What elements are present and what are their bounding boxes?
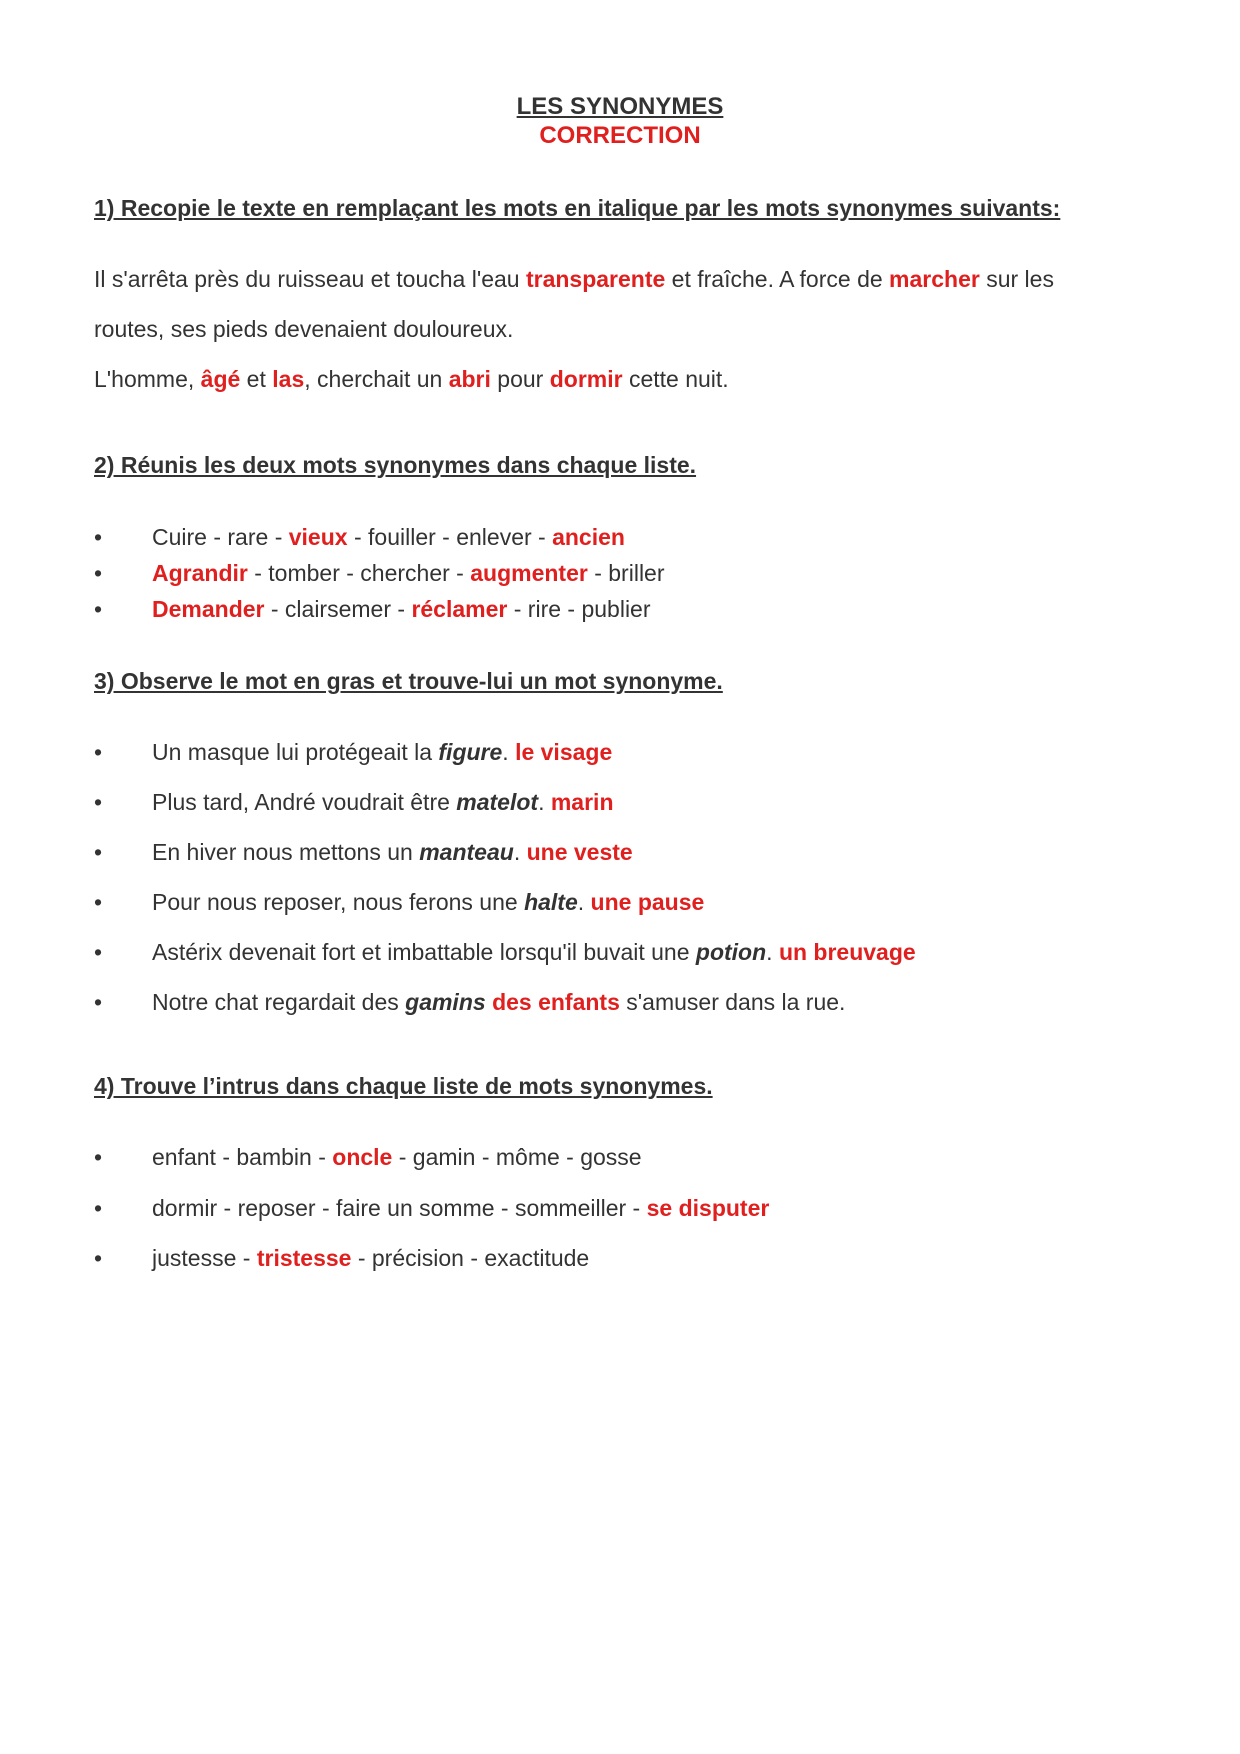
answer-word: un breuvage bbox=[778, 939, 916, 965]
answer-word: âgé bbox=[200, 366, 241, 392]
text-segment: Un masque lui protégeait la bbox=[152, 739, 439, 765]
answer-word: Agrandir bbox=[152, 560, 248, 586]
text-segment: cette nuit. bbox=[622, 366, 729, 392]
bold-word: figure bbox=[438, 739, 503, 765]
list-item bbox=[94, 939, 916, 966]
section1-line2: routes, ses pieds devenaient douloureux. bbox=[94, 316, 514, 342]
section3-heading: 3) Observe le mot en gras et trouve-lui un mot synonyme. bbox=[94, 668, 723, 694]
bullet-icon: • bbox=[94, 1245, 103, 1271]
answer-word: une pause bbox=[590, 889, 705, 915]
bold-word: manteau bbox=[419, 839, 514, 865]
answer-word: ancien bbox=[552, 524, 625, 550]
bullet-icon: • bbox=[94, 524, 103, 550]
text-segment: - gamin - môme - gosse bbox=[392, 1144, 642, 1170]
section1-heading: 1) Recopie le texte en remplaçant les mots en italique par les mots synonymes suivants: bbox=[94, 195, 1061, 221]
text-segment: et bbox=[240, 366, 273, 392]
page-title: LES SYNONYMES bbox=[516, 93, 724, 120]
list-item bbox=[94, 839, 633, 866]
text-segment: - précision - exactitude bbox=[351, 1245, 590, 1271]
text-segment: - clairsemer - bbox=[264, 596, 412, 622]
text-segment: , cherchait un bbox=[304, 366, 449, 392]
answer-word: se disputer bbox=[646, 1195, 770, 1221]
bold-word: potion bbox=[695, 939, 767, 965]
answer-word: abri bbox=[448, 366, 491, 392]
bullet-icon: • bbox=[94, 560, 103, 586]
text-segment: . bbox=[766, 939, 779, 965]
bullet-icon: • bbox=[94, 1195, 103, 1221]
text-segment: sur les bbox=[979, 266, 1054, 292]
list-item bbox=[94, 1195, 769, 1222]
answer-word: marcher bbox=[889, 266, 980, 292]
bullet-icon: • bbox=[94, 889, 103, 915]
page-subtitle: CORRECTION bbox=[539, 122, 701, 149]
section4-heading: 4) Trouve l’intrus dans chaque liste de mots synonymes. bbox=[94, 1073, 713, 1099]
text-segment: Plus tard, André voudrait être bbox=[152, 789, 457, 815]
bold-word: matelot bbox=[456, 789, 539, 815]
text-segment: pour bbox=[490, 366, 550, 392]
list-item bbox=[94, 789, 614, 816]
answer-word: le visage bbox=[515, 739, 613, 765]
text-segment: . bbox=[513, 839, 527, 865]
bullet-icon: • bbox=[94, 1144, 103, 1170]
text-segment: - fouiller - enlever - bbox=[347, 524, 553, 550]
list-item bbox=[94, 989, 845, 1016]
text-segment: Astérix devenait fort et imbattable lorsqu'il buvait une bbox=[152, 939, 696, 965]
answer-word: las bbox=[272, 366, 305, 392]
section1-line3 bbox=[94, 366, 729, 393]
text-segment: s'amuser dans la rue. bbox=[619, 989, 846, 1015]
list-item bbox=[94, 739, 612, 766]
text-segment: En hiver nous mettons un bbox=[152, 839, 420, 865]
text-segment: dormir - reposer - faire un somme - sommeiller - bbox=[152, 1195, 647, 1221]
answer-word: augmenter bbox=[470, 560, 588, 586]
answer-word: réclamer bbox=[411, 596, 508, 622]
text-segment: . bbox=[577, 889, 591, 915]
text-segment: - rire - publier bbox=[507, 596, 651, 622]
text-segment: Cuire - rare - bbox=[152, 524, 289, 550]
list-item bbox=[94, 1245, 589, 1272]
answer-word: une veste bbox=[526, 839, 633, 865]
list-item bbox=[94, 524, 625, 551]
answer-word: transparente bbox=[525, 266, 666, 292]
text-segment: - briller bbox=[587, 560, 665, 586]
text-segment: - tomber - chercher - bbox=[247, 560, 471, 586]
text-segment: enfant - bambin - bbox=[152, 1144, 333, 1170]
answer-word: vieux bbox=[288, 524, 348, 550]
answer-word: tristesse bbox=[256, 1245, 352, 1271]
bullet-icon: • bbox=[94, 596, 103, 622]
bullet-icon: • bbox=[94, 839, 103, 865]
text-segment: . bbox=[538, 789, 551, 815]
answer-word: oncle bbox=[332, 1144, 393, 1170]
text-segment: et fraîche. A force de bbox=[665, 266, 890, 292]
text-segment: justesse - bbox=[152, 1245, 257, 1271]
bold-word: gamins bbox=[405, 989, 486, 1015]
bullet-icon: • bbox=[94, 939, 103, 965]
answer-word: des enfants bbox=[492, 989, 620, 1015]
text-segment: L'homme, bbox=[94, 366, 201, 392]
list-item bbox=[94, 560, 665, 587]
bold-word: halte bbox=[524, 889, 578, 915]
section2-heading: 2) Réunis les deux mots synonymes dans chaque liste. bbox=[94, 452, 697, 478]
list-item bbox=[94, 1144, 642, 1171]
bullet-icon: • bbox=[94, 989, 103, 1015]
answer-word: marin bbox=[550, 789, 614, 815]
answer-word: Demander bbox=[152, 596, 265, 622]
section1-line1 bbox=[94, 266, 1054, 293]
bullet-icon: • bbox=[94, 789, 103, 815]
answer-word: dormir bbox=[549, 366, 623, 392]
text-segment: Notre chat regardait des bbox=[152, 989, 406, 1015]
bullet-icon: • bbox=[94, 739, 103, 765]
text-segment: Pour nous reposer, nous ferons une bbox=[152, 889, 525, 915]
list-item bbox=[94, 889, 704, 916]
text-segment: Il s'arrêta près du ruisseau et toucha l'eau bbox=[94, 266, 526, 292]
list-item bbox=[94, 596, 651, 623]
text-segment: . bbox=[502, 739, 516, 765]
